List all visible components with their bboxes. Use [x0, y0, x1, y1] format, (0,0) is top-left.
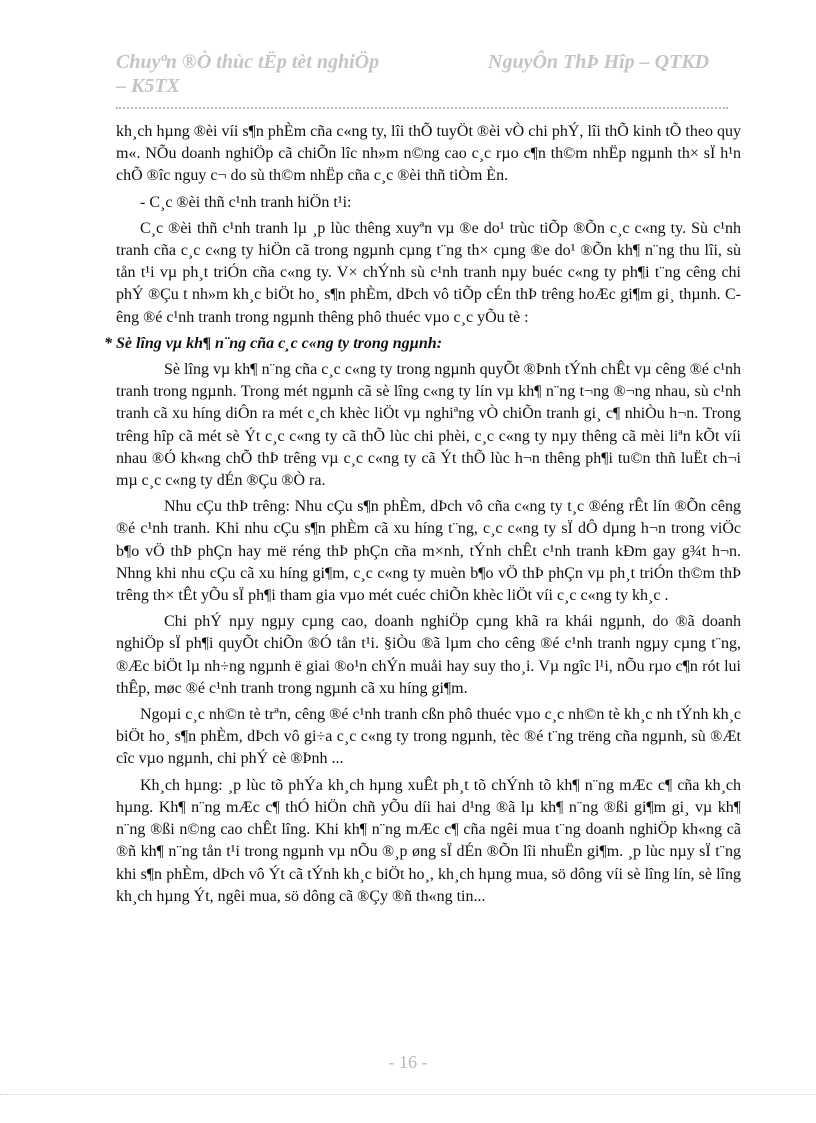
paragraph: C¸c ®èi thñ c¹nh tranh lµ ¸p lùc thêng xuyªn vµ ®e do¹ trùc tiÕp ®Õn c¸c c«ng ty. Sù c¹nh tranh cña c¸c c«ng ty hiÖn cã trong ngµnh cµng t¨ng th× cµng ®e do¹ ®Õn kh¶ n¨ng thu lîi, sù tån t¹i vµ ph¸t triÓn cña c«ng ty. V× chÝnh sù c¹nh tranh nµy buéc c«ng ty ph¶i t¨ng cêng chi phÝ ®Çu t nh»m kh¸c biÖt ho¸ s¶n phÈm, dÞch vô tiÕp cÉn thÞ trêng hoÆc gi¶m gi¸ thµnh. Cêng ®é c¹nh tranh trong ngµnh thêng phô thuéc vµo c¸c yÕu tè :	[116, 219, 741, 326]
paragraph: Nhu cÇu thÞ trêng: Nhu cÇu s¶n phÈm, dÞch vô cña c«ng ty t¸c ®éng rÊt lín ®Õn cêng ®é c¹nh tranh. Khi nhu cÇu s¶n phÈm cã xu híng t¨ng, c¸c c«ng ty sÏ dÔ dµng h¬n trong viÖc b¶o vÖ thÞ phÇn hay më réng thÞ phÇn cña m×nh, tÝnh chÊt c¹nh tranh kÐm gay g¾t h¬n. Nhng khi nhu cÇu cã xu híng gi¶m, c¸c c«ng ty muèn b¶o vÖ thÞ phÇn vµ ph¸t triÓn th©m thÞ trêng th× tÊt yÕu sÏ ph¶i tham gia vµo mét cuéc chiÕn khèc liÖt víi c¸c c«ng ty kh¸c .	[116, 498, 741, 605]
subheading: * Sè lîng vµ kh¶ n¨ng cña c¸c c«ng ty trong ngµnh:	[104, 334, 443, 352]
paragraph: Chi phÝ nµy ngµy cµng cao, doanh nghiÖp cµng khã ra khái ngµnh, do ®ã doanh nghiÖp sÏ ph¶i quyÕt chiÕn ®Ó tån t¹i. §iÒu ®ã lµm cho cêng ®é c¹nh tranh ngµy cµng t¨ng, ®Æc biÖt lµ nh÷ng ngµnh ë giai ®o¹n chÝn muåi hay suy tho¸i. Vµ ngîc l¹i, nÕu rµo c¶n rót lui thÊp, møc ®é c¹nh tranh trong ngµnh cã xu híng gi¶m.	[116, 613, 741, 697]
paragraph: Kh¸ch hµng: ¸p lùc tõ phÝa kh¸ch hµng xuÊt ph¸t tõ chÝnh tõ kh¶ n¨ng mÆc c¶ cña kh¸ch hµng. Kh¶ n¨ng mÆc c¶ thÓ hiÖn chñ yÕu díi hai d¹ng ®ã lµ kh¶ n¨ng ®ßi gi¶m gi¸ vµ kh¶ n¨ng ®ßi n©ng cao chÊt lîng. Khi kh¶ n¨ng mÆc c¶ cña ngêi mua t¨ng doanh nghiÖp kh«ng cã ®ñ kh¶ n¨ng tån t¹i trong ngµnh vµ nÕu ®¸p øng sÏ dÉn ®Õn lîi nhuËn gi¶m. ¸p lùc nµy sÏ t¨ng khi s¶n phÈm, dÞch vô Ýt cã tÝnh kh¸c biÖt ho¸, kh¸ch hµng mua, sö dông víi sè lîng lín, sè lîng kh¸ch hµng Ýt, ngêi mua, sö dông cã ®Çy ®ñ th«ng tin...	[116, 776, 741, 905]
paragraph: Ngoµi c¸c nh©n tè trªn, cêng ®é c¹nh tranh cßn phô thuéc vµo c¸c nh©n tè kh¸c nh tÝnh kh¸c biÖt ho¸ s¶n phÈm, dÞch vô gi÷a c¸c c«ng ty trong ngµnh, tèc ®é t¨ng trëng cña ngµnh, sù ®Æt cîc vµo ngµnh, chi phÝ cè ®Þnh ...	[116, 706, 741, 768]
header-author: NguyÔn ThÞ Hîp – QTKD	[488, 51, 710, 73]
header-divider	[116, 107, 728, 109]
paragraph: kh¸ch hµng ®èi víi s¶n phÈm cña c«ng ty, lîi thÕ tuyÖt ®èi vÒ chi phÝ, lîi thÕ kinh tÕ theo quy m«. NÕu doanh nghiÖp cã chiÕn lîc nh»m n©ng cao c¸c rµo c¶n th©m nhËp ngµnh th× sÏ h¹n chÕ ®îc nguy c¬ do sù th©m nhËp cña c¸c ®èi thñ tiÒm Èn.	[116, 123, 741, 185]
header-title: Chuyªn ®Ò thùc tËp tèt nghiÖp	[116, 51, 380, 73]
page-number: - 16 -	[388, 1052, 428, 1072]
paragraph: Sè lîng vµ kh¶ n¨ng cña c¸c c«ng ty trong ngµnh quyÕt ®Þnh tÝnh chÊt vµ cêng ®é c¹nh tranh trong ngµnh. Trong mét ngµnh cã sè lîng c«ng ty lín vµ kh¶ n¨ng t¬ng ®¬ng nhau, sù c¹nh tranh cã xu híng diÔn ra mét c¸ch khèc liÖt vµ nghiªng vÒ chiÕn tranh gi¸ c¶ nhiÒu h¬n. Trong trêng hîp cã mét sè Ýt c¸c c«ng ty cã thÕ lùc chi phèi, c¸c c«ng ty nµy thêng cã mèi liªn kÕt víi nhau ®Ó kh«ng chÕ thÞ trêng vµ c¸c c«ng ty cã Ýt thÕ lùc h¬n thêng ph¶i tu©n thñ luËt ch¬i mµ c¸c c«ng ty dÉn ®Çu ®Ò ra.	[116, 361, 741, 490]
footer-divider	[0, 1094, 816, 1095]
body-text	[104, 121, 741, 912]
section-label: - C¸c ®èi thñ c¹nh tranh hiÖn t¹i:	[140, 193, 352, 211]
header-class-code: – K5TX	[116, 75, 180, 97]
